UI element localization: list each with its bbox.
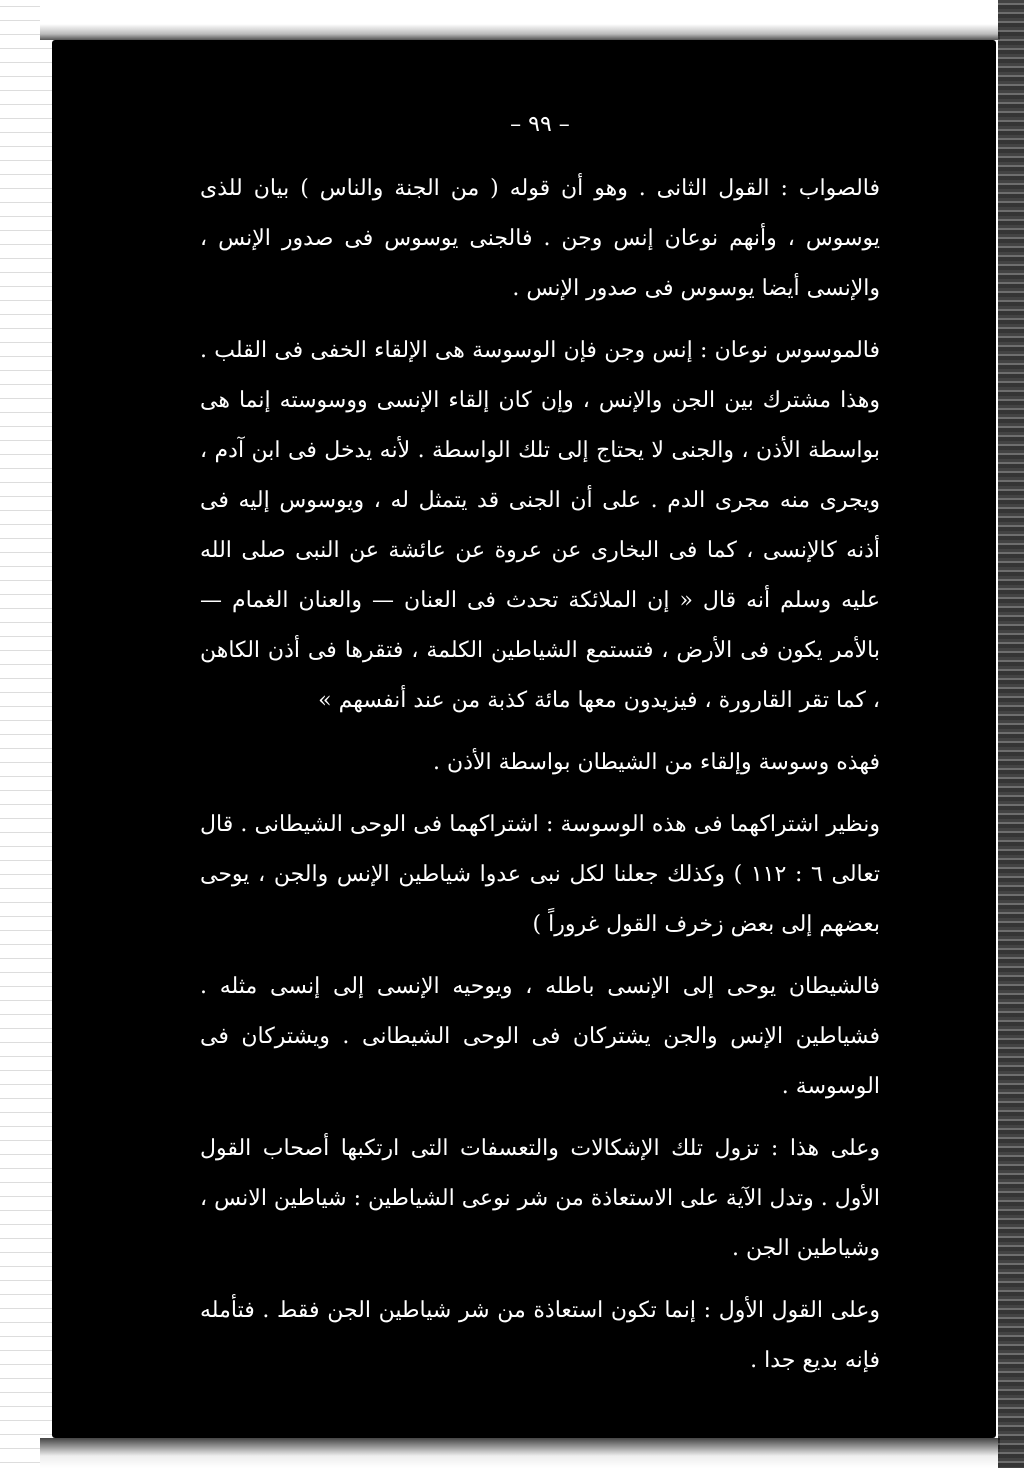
paragraph-1: فالصواب : القول الثانى . وهو أن قوله ( من الجنة والناس ) بيان للذى يوسوس ، وأنهم نوعان إنس وجن . فالجنى يوسوس فى صدور الإنس ، والإنسى أيضا يوسوس فى صدور الإنس . [200,176,880,301]
page-body [200,100,880,1398]
scan-right-edge [998,0,1024,1468]
paragraph-5: فالشيطان يوحى إلى الإنسى باطله ، ويوحيه الإنسى إلى إنسى مثله . فشياطين الإنس والجن يشتركان فى الوحى الشيطانى . ويشتركان فى الوسوسة . [200,974,880,1099]
paragraph-4: ونظير اشتراكهما فى هذه الوسوسة : اشتراكهما فى الوحى الشيطانى . قال تعالى ٦ : ١١٢ ) وكذلك جعلنا لكل نبى عدوا شياطين الإنس والجن ، يوحى بعضهم إلى بعض زخرف القول غروراً ) [200,812,880,937]
paragraph-7: وعلى القول الأول : إنما تكون استعاذة من شر شياطين الجن فقط . فتأمله فإنه بديع جدا . [200,1298,880,1373]
scan-top-edge [40,0,1000,40]
paragraph-2: فالموسوس نوعان : إنس وجن فإن الوسوسة هى الإلقاء الخفى فى القلب . وهذا مشترك بين الجن والإنس ، وإن كان إلقاء الإنسى ووسوسته إنما هى بواسطة الأذن ، والجنى لا يحتاج إلى تلك الواسطة . لأنه يدخل فى ابن آدم ، ويجرى منه مجرى الدم . على أن الجنى قد يتمثل له ، ويوسوس إليه فى أذنه كالإنسى ، كما فى البخارى عن عروة عن عائشة عن النبى صلى الله عليه وسلم أنه قال « إن الملائكة تحدث فى العنان — والعنان الغمام — بالأمر يكون فى الأرض ، فتستمع الشياطين الكلمة ، فتقرها فى أذن الكاهن ، كما تقر القارورة ، فيزيدون معها مائة كذبة من عند أنفسهم » [200,338,880,713]
paragraph-3: فهذه وسوسة وإلقاء من الشيطان بواسطة الأذن . [433,750,880,775]
scan-bottom-edge [40,1438,1000,1468]
scan-left-margin [0,0,52,1468]
page-number: – ٩٩ – [510,112,570,137]
paragraph-6: وعلى هذا : تزول تلك الإشكالات والتعسفات التى ارتكبها أصحاب القول الأول . وتدل الآية على الاستعاذة من شر نوعى الشياطين : شياطين الانس ، وشياطين الجن . [200,1136,880,1261]
